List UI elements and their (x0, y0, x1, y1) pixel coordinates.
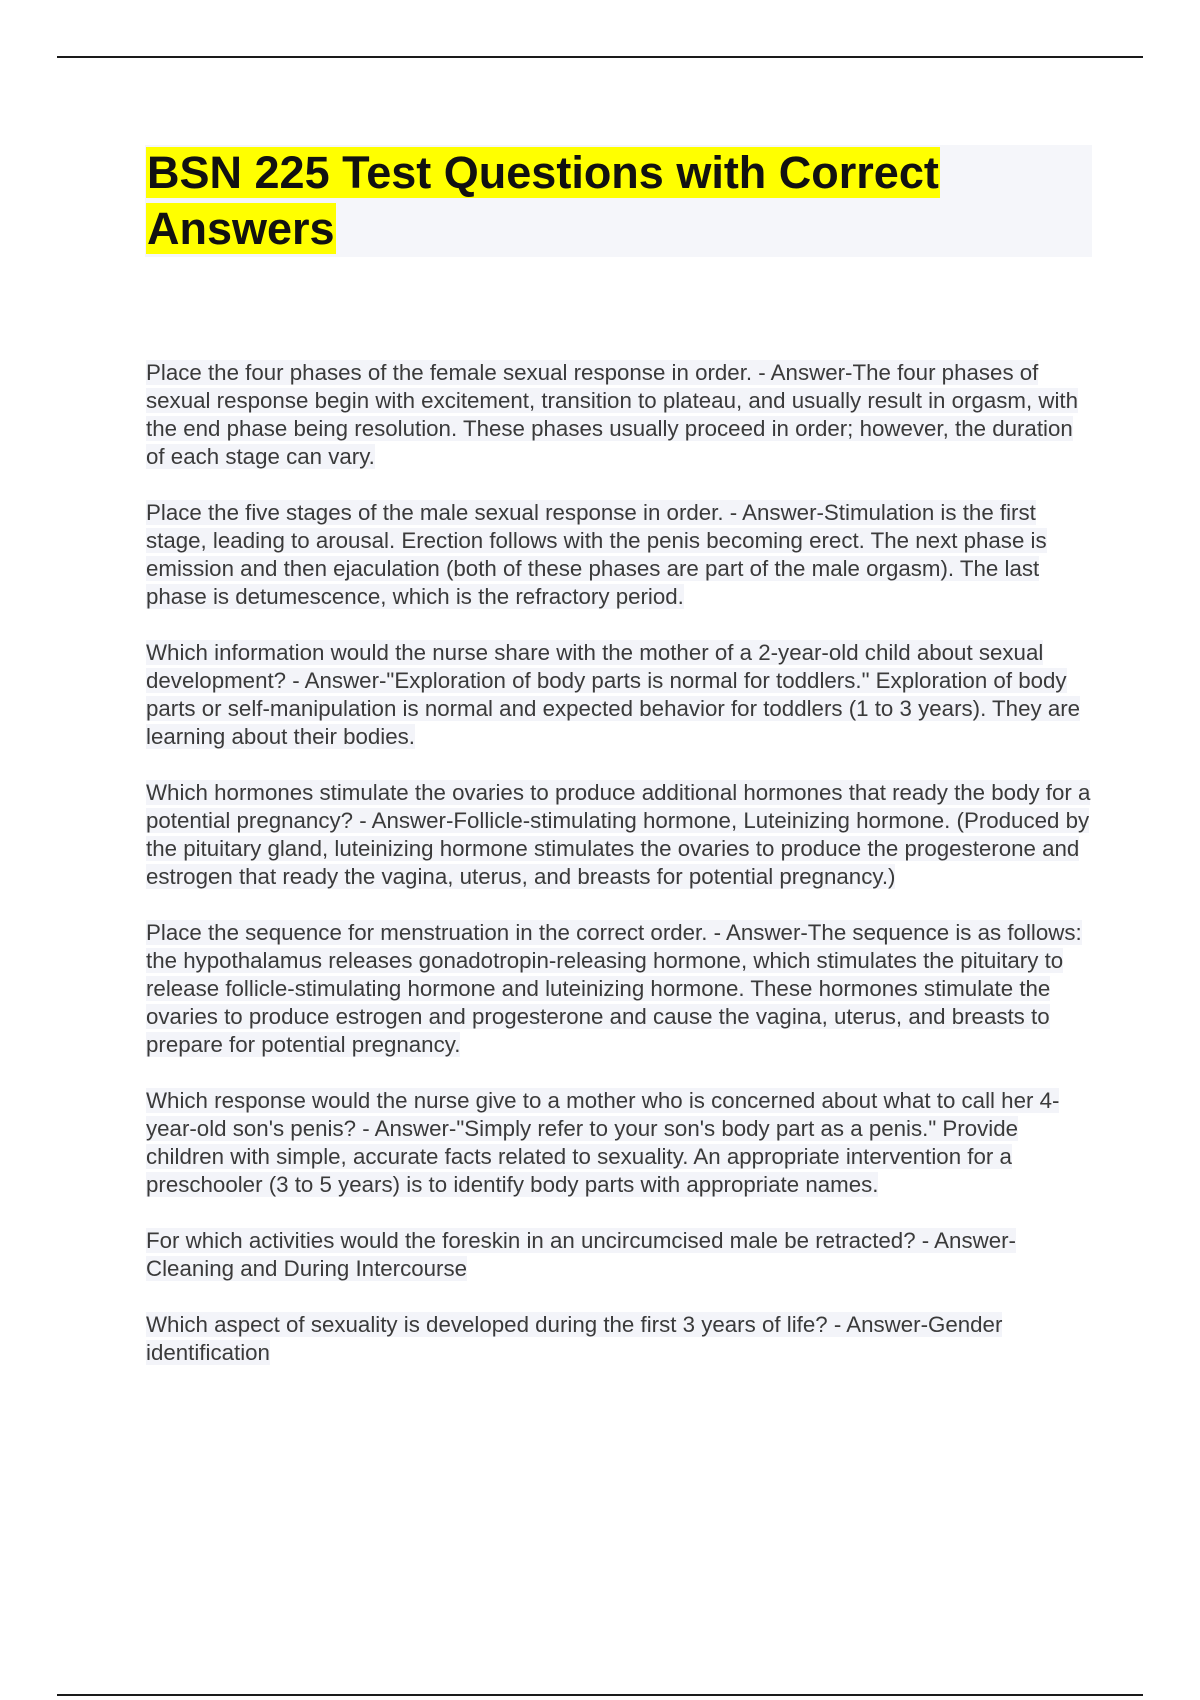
document-title (146, 145, 1046, 257)
qa-item (146, 499, 1092, 611)
qa-item (146, 779, 1092, 891)
qa-item-text: Which information would the nurse share with the mother of a 2-year-old child about sexual development? - Answer-"Exploration of body parts is normal for toddlers." Exploration of body parts or self-manipulation is normal and expected behavior for toddlers (1 to 3 years). They are learning about their bodies. (146, 640, 1081, 749)
qa-item-text: Place the four phases of the female sexual response in order. - Answer-The four phases of sexual response begin with excitement, transition to plateau, and usually result in orgasm, with the end phase being resolution. These phases usually proceed in order; however, the duration of each stage can vary. (146, 360, 1079, 469)
qa-item-text: Which aspect of sexuality is developed during the first 3 years of life? - Answer-Gender identification (146, 1312, 1003, 1365)
top-rule (57, 56, 1143, 58)
qa-item (146, 1227, 1092, 1283)
document-title-text: BSN 225 Test Questions with Correct Answers (147, 147, 939, 254)
qa-item (146, 359, 1092, 471)
qa-item (146, 919, 1092, 1059)
qa-item-text: Which hormones stimulate the ovaries to produce additional hormones that ready the body for a potential pregnancy? - Answer-Follicle-stimulating hormone, Luteinizing hormone. (Produced by the pituitary gland, luteinizing hormone stimulates the ovaries to produce the progesterone and estrogen that ready the vagina, uterus, and breasts for potential pregnancy.) (146, 780, 1091, 889)
qa-list (146, 359, 1092, 1395)
qa-item-text: For which activities would the foreskin in an uncircumcised male be retracted? - Answer-Cleaning and During Intercourse (146, 1228, 1016, 1281)
qa-item (146, 639, 1092, 751)
qa-item-text: Place the five stages of the male sexual response in order. - Answer-Stimulation is the first stage, leading to arousal. Erection follows with the penis becoming erect. The next phase is emission and then ejaculation (both of these phases are part of the male orgasm). The last phase is detumescence, which is the refractory period. (146, 500, 1047, 609)
qa-item-text: Which response would the nurse give to a mother who is concerned about what to call her 4-year-old son's penis? - Answer-"Simply refer to your son's body part as a penis." Provide children with simple, accurate facts related to sexuality. An appropriate intervention for a preschooler (3 to 5 years) is to identify body parts with appropriate names. (146, 1088, 1060, 1197)
qa-item-text: Place the sequence for menstruation in the correct order. - Answer-The sequence is as follows: the hypothalamus releases gonadotropin-releasing hormone, which stimulates the pituitary to release follicle-stimulating hormone and luteinizing hormone. These hormones stimulate the ovaries to produce estrogen and progesterone and cause the vagina, uterus, and breasts to prepare for potential pregnancy. (146, 920, 1082, 1057)
bottom-rule (57, 1694, 1143, 1696)
qa-item (146, 1087, 1092, 1199)
qa-item (146, 1311, 1092, 1367)
